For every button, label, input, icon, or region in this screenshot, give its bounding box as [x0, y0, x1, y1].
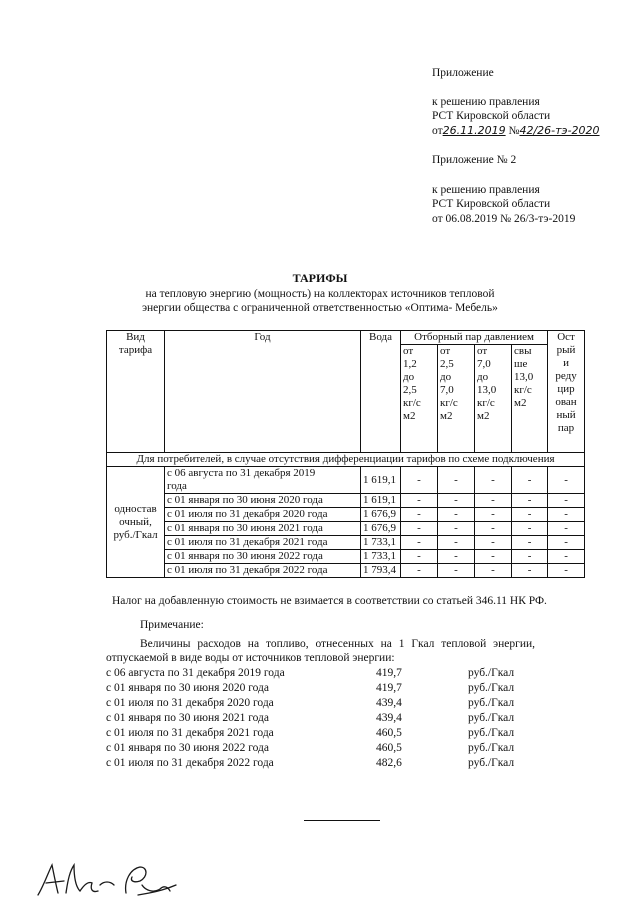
dash-cell: -	[401, 494, 438, 508]
header-steam-2: от 2,5 до 7,0 кг/с м2	[438, 345, 475, 453]
period-cell: с 01 июля по 31 декабря 2020 года	[165, 508, 361, 522]
header-year: Год	[165, 331, 361, 453]
dash-cell: -	[438, 494, 475, 508]
dash-cell: -	[475, 494, 512, 508]
note-unit: руб./Гкал	[468, 682, 515, 694]
note-value: 460,5	[376, 727, 402, 739]
water-value: 1 793,4	[361, 564, 401, 578]
note-unit: руб./Гкал	[468, 712, 515, 724]
dash-cell: -	[548, 564, 585, 578]
note-value: 439,4	[376, 697, 402, 709]
dash-cell: -	[512, 508, 548, 522]
decision1-ref	[432, 124, 600, 138]
note-value: 482,6	[376, 757, 402, 769]
note-unit: руб./Гкал	[468, 757, 515, 769]
table-row	[107, 508, 585, 522]
header-steam-4: свы ше 13,0 кг/с м2	[512, 345, 548, 453]
vat-note: Налог на добавленную стоимость не взимается в соответствии со статьей 346.11 НК РФ.	[112, 595, 547, 607]
dash-cell: -	[401, 508, 438, 522]
period-cell: с 01 января по 30 июня 2021 года	[165, 522, 361, 536]
decision2-line3: от 06.08.2019 № 26/3-тэ-2019	[432, 213, 576, 225]
note-unit: руб./Гкал	[468, 697, 515, 709]
decision1-line1: к решению правления	[432, 96, 540, 108]
tariff-type-cell: одностав очный, руб./Гкал	[107, 467, 165, 578]
note-period: с 01 января по 30 июня 2021 года	[106, 712, 269, 724]
notes-para-2: отпускаемой в виде воды от источников тепловой энергии:	[106, 652, 395, 664]
header-tariff-type: Вид тарифа	[107, 331, 165, 453]
decision1-line2: РСТ Кировской области	[432, 110, 551, 122]
dash-cell: -	[512, 467, 548, 494]
table-row	[107, 467, 585, 494]
dash-cell: -	[475, 467, 512, 494]
table-header-row	[107, 331, 585, 345]
dash-cell: -	[512, 564, 548, 578]
dash-cell: -	[401, 467, 438, 494]
decision2-line2: РСТ Кировской области	[432, 198, 551, 210]
note-period: с 01 июля по 31 декабря 2021 года	[106, 727, 274, 739]
period-cell: с 01 июля по 31 декабря 2022 года	[165, 564, 361, 578]
water-value: 1 676,9	[361, 508, 401, 522]
separator-line	[304, 820, 380, 821]
dash-cell: -	[438, 467, 475, 494]
notes-heading: Примечание:	[140, 619, 204, 631]
table-row	[107, 522, 585, 536]
period-cell: с 01 января по 30 июня 2022 года	[165, 550, 361, 564]
dash-cell: -	[401, 536, 438, 550]
header-water: Вода	[361, 331, 401, 453]
dash-cell: -	[475, 508, 512, 522]
dash-cell: -	[401, 550, 438, 564]
water-value: 1 733,1	[361, 536, 401, 550]
water-value: 1 676,9	[361, 522, 401, 536]
header-steam-3: от 7,0 до 13,0 кг/с м2	[475, 345, 512, 453]
note-period: с 01 января по 30 июня 2020 года	[106, 682, 269, 694]
appendix2-label: Приложение № 2	[432, 154, 517, 166]
dash-cell: -	[512, 550, 548, 564]
note-value: 439,4	[376, 712, 402, 724]
dash-cell: -	[548, 508, 585, 522]
note-value: 419,7	[376, 667, 402, 679]
note-unit: руб./Гкал	[468, 742, 515, 754]
document-subtitle-1: на тепловую энергию (мощность) на коллекторах источников тепловой	[145, 288, 495, 300]
dash-cell: -	[548, 536, 585, 550]
dash-cell: -	[548, 494, 585, 508]
note-period: с 01 июля по 31 декабря 2022 года	[106, 757, 274, 769]
note-period: с 01 июля по 31 декабря 2020 года	[106, 697, 274, 709]
header-steam-1: от 1,2 до 2,5 кг/с м2	[401, 345, 438, 453]
decision1-number: 42/26-тэ-2020	[519, 124, 600, 137]
dash-cell: -	[438, 508, 475, 522]
note-unit: руб./Гкал	[468, 727, 515, 739]
dash-cell: -	[438, 550, 475, 564]
header-sharp-steam: Ост рый и реду цир ован ный пар	[548, 331, 585, 453]
dash-cell: -	[512, 522, 548, 536]
decision1-date: 26.11.2019	[442, 124, 506, 137]
dash-cell: -	[512, 494, 548, 508]
dash-cell: -	[548, 550, 585, 564]
dash-cell: -	[401, 564, 438, 578]
table-row	[107, 564, 585, 578]
dash-cell: -	[438, 564, 475, 578]
table-row	[107, 550, 585, 564]
period-cell: с 06 августа по 31 декабря 2019 года	[165, 467, 361, 494]
table-row	[107, 536, 585, 550]
period-cell: с 01 января по 30 июня 2020 года	[165, 494, 361, 508]
dash-cell: -	[548, 467, 585, 494]
document-subtitle-2: энергии общества с ограниченной ответственностью «Оптима- Мебель»	[142, 302, 498, 314]
note-value: 419,7	[376, 682, 402, 694]
dash-cell: -	[512, 536, 548, 550]
decision1-from: от	[432, 125, 443, 137]
dash-cell: -	[475, 564, 512, 578]
tariff-table	[106, 330, 585, 578]
period-cell: с 01 июля по 31 декабря 2021 года	[165, 536, 361, 550]
note-period: с 01 января по 30 июня 2022 года	[106, 742, 269, 754]
table-row	[107, 494, 585, 508]
decision1-no-sign: №	[508, 125, 520, 137]
document-title: ТАРИФЫ	[292, 271, 348, 285]
water-value: 1 619,1	[361, 494, 401, 508]
notes-para-1: Величины расходов на топливо, отнесенных на 1 Гкал тепловой энергии,	[140, 638, 536, 650]
water-value: 1 733,1	[361, 550, 401, 564]
dash-cell: -	[401, 522, 438, 536]
note-unit: руб./Гкал	[468, 667, 515, 679]
header-steam-group: Отборный пар давлением	[401, 331, 548, 345]
dash-cell: -	[475, 522, 512, 536]
dash-cell: -	[475, 550, 512, 564]
dash-cell: -	[438, 522, 475, 536]
dash-cell: -	[475, 536, 512, 550]
decision2-line1: к решению правления	[432, 184, 540, 196]
consumers-note-row	[107, 453, 585, 467]
consumers-note: Для потребителей, в случае отсутствия дифференциации тарифов по схеме подключения	[107, 453, 585, 467]
appendix-label: Приложение	[432, 67, 494, 79]
dash-cell: -	[438, 536, 475, 550]
note-value: 460,5	[376, 742, 402, 754]
water-value: 1 619,1	[361, 467, 401, 494]
dash-cell: -	[548, 522, 585, 536]
note-period: с 06 августа по 31 декабря 2019 года	[106, 667, 285, 679]
signature-mark	[30, 855, 190, 900]
